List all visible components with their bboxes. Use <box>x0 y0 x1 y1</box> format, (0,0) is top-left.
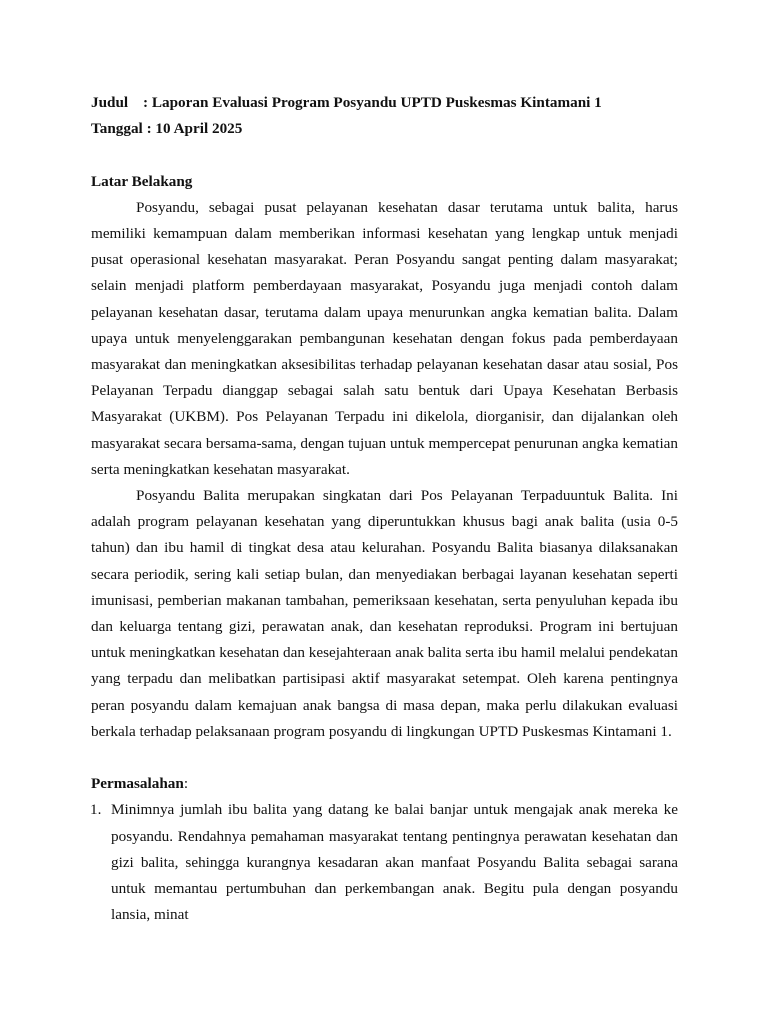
list-item-number: 1. <box>90 801 102 819</box>
blank-line <box>91 142 678 168</box>
blank-line <box>91 745 678 771</box>
latar-belakang-paragraph-2: Posyandu Balita merupakan singkatan dari Pos Pelayanan Terpaduuntuk Balita. Ini adalah program pelayanan kesehatan yang diperuntukkan khusus bagi anak balita (usia 0-5 tahun) dan ibu hamil di tingkat desa atau kelurahan. Posyandu Balita biasanya dilaksanakan secara periodik, sering kali setiap bulan, dan menyediakan berbagai layanan kesehatan seperti imunisasi, pemberian makanan tambahan, pemeriksaan kesehatan, serta penyuluhan kepada ibu dan keluarga tentang gizi, perawatan anak, dan kesehatan reproduksi. Program ini bertujuan untuk meningkatkan kesehatan dan kesejahteraan anak balita serta ibu hamil melalui pendekatan yang terpadu dan melibatkan partisipasi aktif masyarakat setempat. Oleh karena pentingnya peran posyandu dalam kemajuan anak bangsa di masa depan, maka perlu dilakukan evaluasi berkala terhadap pelaksanaan program posyandu di lingkungan UPTD Puskesmas Kintamani 1. <box>91 487 678 740</box>
permasalahan-heading: Permasalahan <box>91 775 184 793</box>
list-item <box>91 797 678 928</box>
judul-label: Judul <box>91 94 129 111</box>
permasalahan-list <box>91 797 678 928</box>
judul-value: : Laporan Evaluasi Program Posyandu UPTD Puskesmas Kintamani 1 <box>143 94 602 111</box>
latar-belakang-paragraph-1: Posyandu, sebagai pusat pelayanan kesehatan dasar terutama untuk balita, harus memiliki kemampuan dalam memberikan informasi kesehatan yang lengkap untuk menjadi pusat operasional kesehatan masyarakat. Peran Posyandu sangat penting dalam masyarakat; selain menjadi platform pemberdayaan masyarakat, Posyandu juga menjadi contoh dalam pelayanan kesehatan dasar, terutama dalam upaya menurunkan angka kematian balita. Dalam upaya untuk menyelenggarakan pembangunan kesehatan dengan fokus pada pemberdayaan masyarakat dan meningkatkan aksesibilitas terhadap pelayanan kesehatan dasar atau sosial, Pos Pelayanan Terpadu dianggap sebagai salah satu bentuk dari Upaya Kesehatan Berbasis Masyarakat (UKBM). Pos Pelayanan Terpadu ini dikelola, diorganisir, dan dijalankan oleh masyarakat secara bersama-sama, dengan tujuan untuk mempercepat penurunan angka kematian serta meningkatkan kesehatan masyarakat. <box>91 198 678 478</box>
tanggal-value: : 10 April 2025 <box>146 120 243 138</box>
permasalahan-heading-line <box>91 771 678 797</box>
list-item-text: Minimnya jumlah ibu balita yang datang ke balai banjar untuk mengajak anak mereka ke posyandu. Rendahnya pemahaman masyarakat tentang pentingnya perawatan kesehatan dan gizi balita, sehingga kurangnya kesadaran akan manfaat Posyandu Balita sebagai sarana untuk memantau pertumbuhan dan perkembangan anak. Begitu pula dengan posyandu lansia, minat <box>111 801 678 924</box>
tanggal-label: Tanggal <box>91 120 143 138</box>
tanggal-line <box>91 116 678 142</box>
latar-belakang-heading: Latar Belakang <box>91 172 193 190</box>
judul-line <box>91 90 678 116</box>
permasalahan-colon: : <box>183 775 189 793</box>
document-page <box>91 90 678 928</box>
